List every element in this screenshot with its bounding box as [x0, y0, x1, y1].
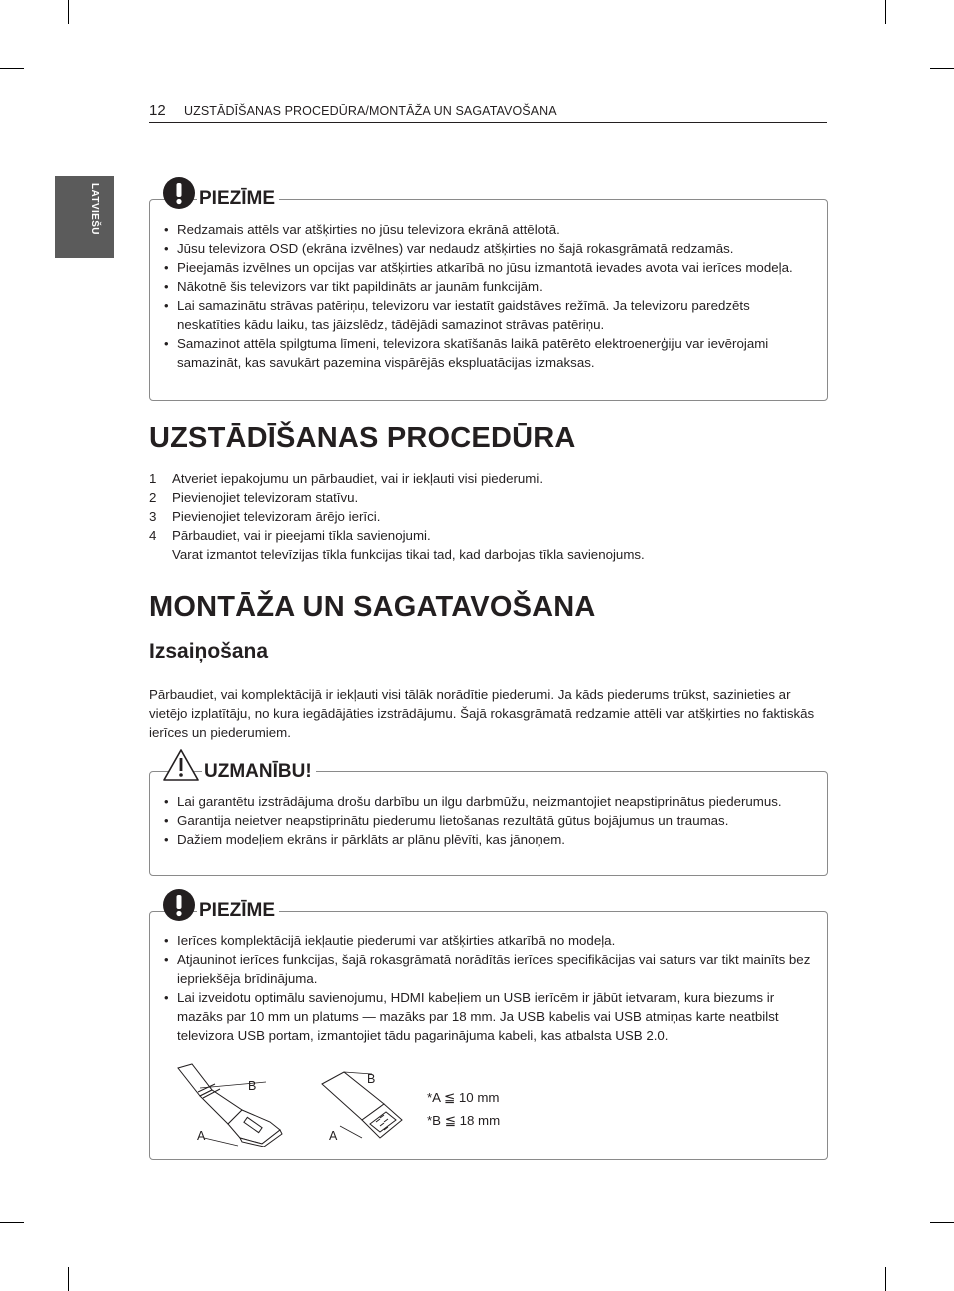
note-box-1: [149, 199, 828, 401]
crop-mark: [68, 0, 69, 24]
list-item: • Atjauninot ierīces funkcijas, šajā rokasgrāmatā norādītās ierīces specifikācijas vai saturs var tikt mainīts bez iepriekšēja brīdinājuma.: [164, 950, 817, 988]
list-item: • Redzamais attēls var atšķirties no jūsu televizora ekrānā attēlotā.: [164, 220, 817, 239]
list-item: • Samazinot attēla spilgtuma līmeni, televizora skatīšanās laikā patērēto elektroenerģiju var ievērojami samazināt, kas savukārt pazemina vispārējās ekspluatācijas izmaksas.: [164, 334, 817, 372]
list-item: • Pieejamās izvēlnes un opcijas var atšķirties atkarībā no jūsu izmantotā ievades avota vai ierīces modeļa.: [164, 258, 817, 277]
list-item: • Jūsu televizora OSD (ekrāna izvēlnes) var nedaudz atšķirties no šajā rokasgrāmatā redzamās.: [164, 239, 817, 258]
list-item: • Garantija neietver neapstiprinātu piederumu lietošanas rezultātā gūtus bojājumus un traumas.: [164, 811, 817, 830]
caution-title: UZMANĪBU!: [202, 761, 316, 783]
list-item: • Ierīces komplektācijā iekļautie piederumi var atšķirties atkarībā no modeļa.: [164, 931, 817, 950]
unpacking-paragraph: Pārbaudiet, vai komplektācijā ir iekļauti visi tālāk norādītie piederumi. Ja kāds piederums trūkst, sazinieties ar vietējo izplatītāju, no kura iegādājāties izstrādājumu. Šajā rokasgrāmatā redzamie attēli var atšķirties no faktiskās ierīces un piederumiem.: [149, 687, 815, 740]
list-item: 2 Pievienojiet televizoram statīvu.: [149, 490, 359, 505]
crop-mark: [885, 1267, 886, 1291]
dimension-b-limit: *B ≦ 18 mm: [427, 1113, 501, 1128]
warning-triangle-icon: [162, 748, 200, 787]
crop-mark: [930, 68, 954, 69]
dimension-label-a: A: [197, 1129, 206, 1143]
note-2-title: PIEZĪME: [197, 900, 279, 922]
subheading-unpacking: Izsaiņošana: [149, 640, 269, 663]
list-item: • Nākotnē šis televizors var tikt papildināts ar jaunām funkcijām.: [164, 277, 817, 296]
list-item: 4 Pārbaudiet, vai ir pieejami tīkla savienojumi. Varat izmantot televīzijas tīkla funkcijas tikai tad, kad darbojas tīkla savienojums.: [149, 528, 645, 562]
dimension-label-a: A: [329, 1129, 338, 1143]
crop-mark: [885, 0, 886, 24]
list-item: • Dažiem modeļiem ekrāns ir pārklāts ar plānu plēvīti, kas jānoņem.: [164, 830, 817, 849]
dimension-label-b: B: [248, 1079, 257, 1093]
note-2-list: [164, 931, 817, 1045]
crop-mark: [0, 1222, 24, 1223]
section-heading-installation: UZSTĀDĪŠANAS PROCEDŪRA: [149, 422, 576, 454]
caution-box: [149, 771, 828, 876]
hdmi-connector-illustration: [170, 1062, 290, 1152]
crop-mark: [0, 68, 24, 69]
page-number: 12: [149, 102, 166, 119]
note-1-title: PIEZĪME: [197, 188, 279, 210]
note-1-list: [164, 220, 817, 372]
crop-mark: [930, 1222, 954, 1223]
header-title: UZSTĀDĪŠANAS PROCEDŪRA/MONTĀŽA UN SAGATAVOŠANA: [184, 104, 557, 118]
language-tab: [55, 176, 114, 258]
list-item: 3 Pievienojiet televizoram ārējo ierīci.: [149, 509, 381, 524]
exclamation-icon: [162, 888, 196, 927]
page-header: [149, 100, 827, 123]
list-item: • Lai samazinātu strāvas patēriņu, televizoru var iestatīt gaidstāves režīmā. Ja televizoru paredzēts neskatīties kādu laiku, tas jāizslēdz, tādējādi samazinot strāvas patēriņu.: [164, 296, 817, 334]
list-item: 1 Atveriet iepakojumu un pārbaudiet, vai ir iekļauti visi piederumi.: [149, 471, 544, 486]
crop-mark: [68, 1267, 69, 1291]
caution-list: [164, 792, 817, 849]
dimension-label-b: B: [367, 1072, 376, 1086]
installation-steps: [149, 469, 827, 564]
list-item: • Lai izveidotu optimālu savienojumu, HDMI kabeļiem un USB ierīcēm ir jābūt ietvaram, kura biezums ir mazāks par 10 mm un platums — mazāks par 18 mm. Ja USB kabelis vai USB atmiņas karte neatbilst televizora USB portam, izmantojiet tādu pagarinājuma kabeli, kas atbalsta USB 2.0.: [164, 988, 817, 1045]
language-tab-label: LATVIEŠU: [89, 183, 100, 235]
list-item: • Lai garantētu izstrādājuma drošu darbību un ilgu darbmūžu, neizmantojiet neapstiprinātus piederumus.: [164, 792, 817, 811]
dimension-a-limit: *A ≦ 10 mm: [427, 1090, 500, 1105]
section-heading-assembly: MONTĀŽA UN SAGATAVOŠANA: [149, 591, 596, 623]
exclamation-icon: [162, 176, 196, 215]
